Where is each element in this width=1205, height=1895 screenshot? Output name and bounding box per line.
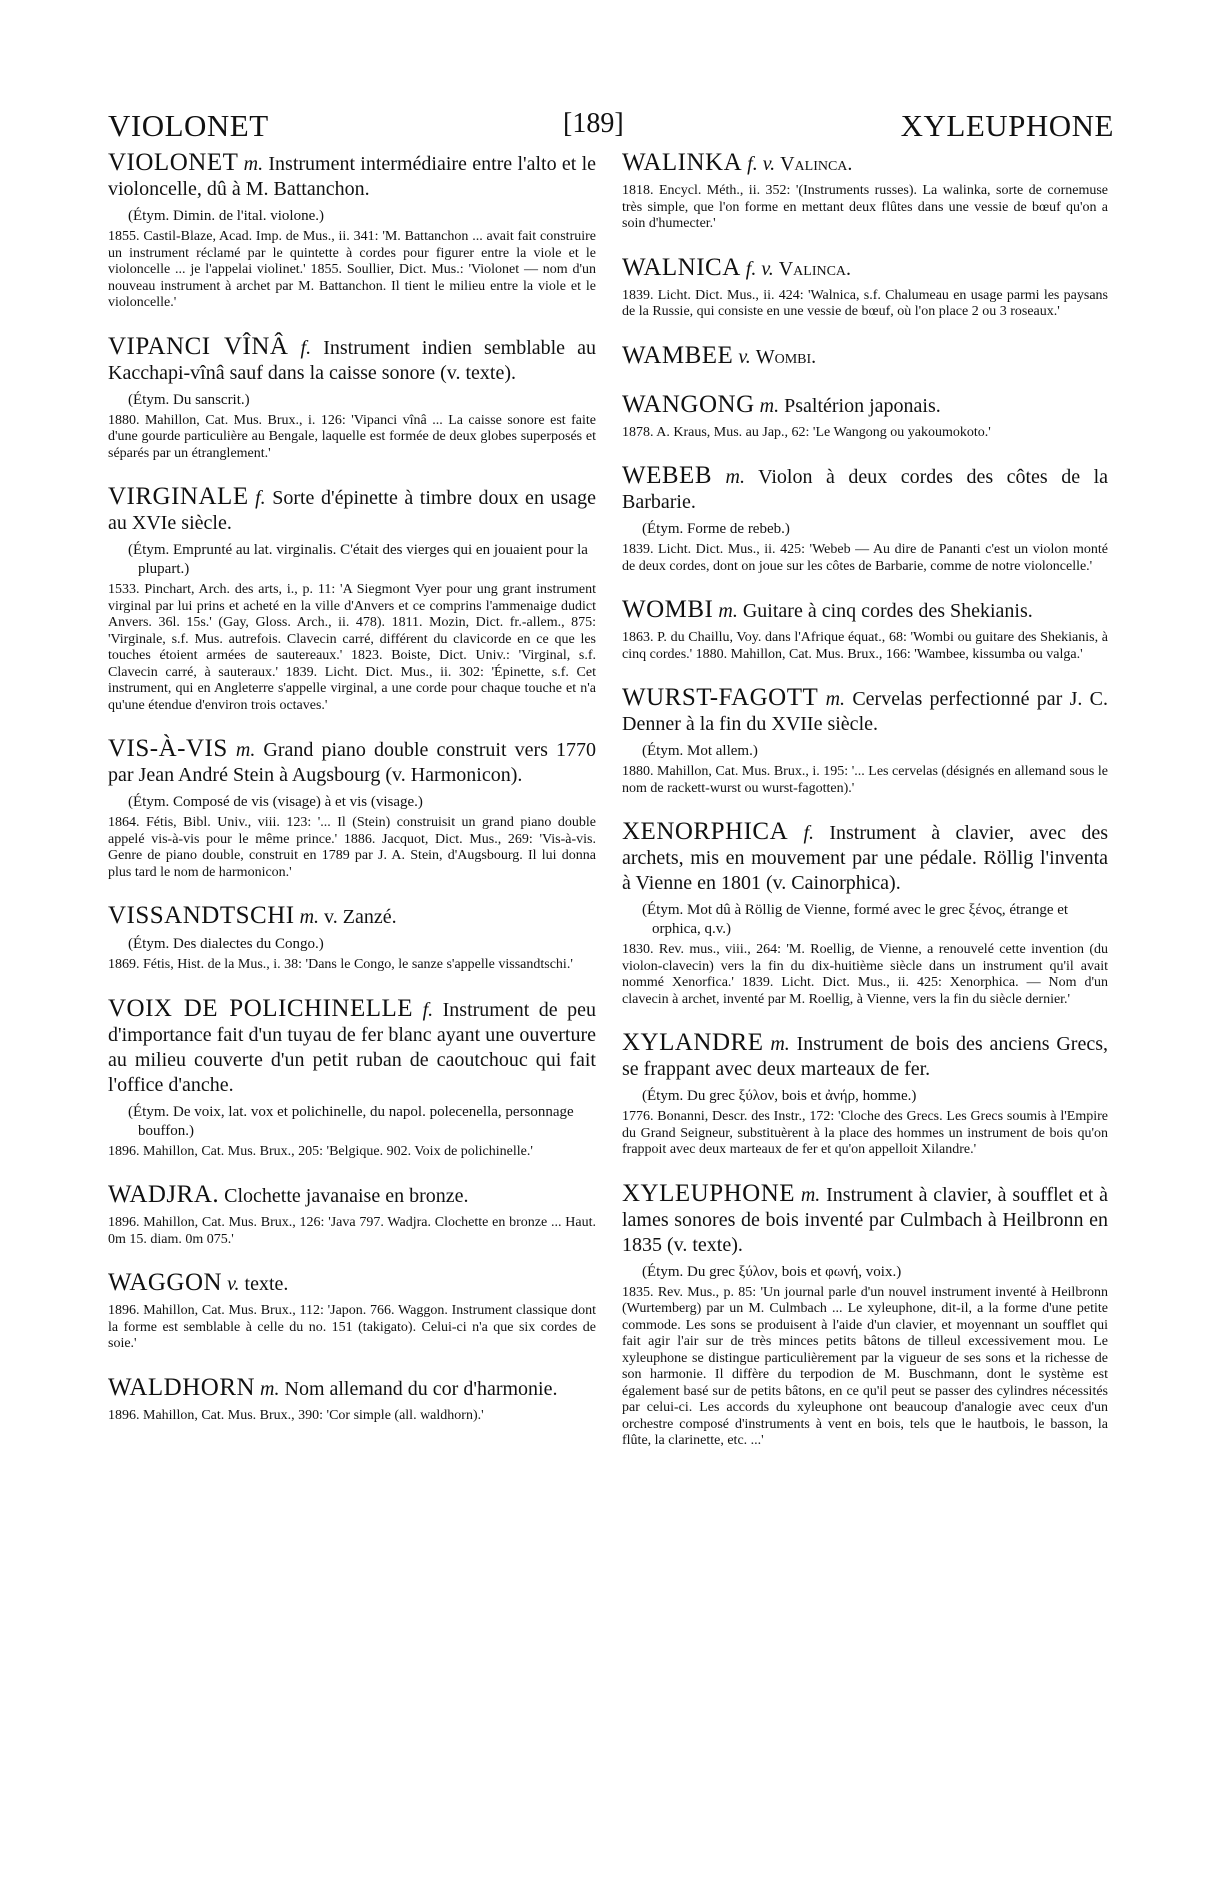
dictionary-entry-virginale xyxy=(108,484,596,714)
entry-etymology: (Étym. Forme de rebeb.) xyxy=(642,521,790,537)
entry-headword: WOMBI xyxy=(622,596,714,623)
entry-grammar: v. xyxy=(738,345,751,368)
entry-heading xyxy=(108,484,596,536)
entry-headword: VIPANCI VÎNÂ xyxy=(108,332,289,360)
entry-heading xyxy=(622,463,1108,515)
dictionary-entry-wadjra xyxy=(108,1182,596,1248)
dictionary-entry-waldhorn xyxy=(108,1375,596,1425)
entry-headword: WEBEB xyxy=(622,462,712,489)
entry-headword: WALINKA xyxy=(622,149,743,176)
dictionary-entry-wombi xyxy=(622,597,1108,663)
entry-citations: 1776. Bonanni, Descr. des Instr., 172: 'Cloche des Grecs. Les Grecs soumis à l'Empire du Grand Seigneur, substituèrent à la place des hommes un instrument de bois qu'on frappoit avec deux marteaux de fer et qu'on appelloit Xilandre.' xyxy=(622,1109,1108,1157)
left-column xyxy=(108,150,596,1424)
entry-heading xyxy=(108,150,596,202)
entry-grammar: m. xyxy=(725,466,745,488)
entry-definition: Instrument intermédiaire entre l'alto et le violoncelle, dû à M. Battanchon. xyxy=(108,153,597,200)
entry-grammar: v. xyxy=(227,1273,240,1295)
entry-etymology: (Étym. Emprunté au lat. virginalis. C'était des vierges qui en jouaient pour la plupart.) xyxy=(128,542,588,577)
dictionary-entry-wangong xyxy=(622,392,1108,442)
entry-grammar: m. xyxy=(299,906,320,928)
entry-headword: VIOLONET xyxy=(108,149,239,176)
entry-citations: 1863. P. du Chaillu, Voy. dans l'Afrique équat., 68: 'Wombi ou guitare des Shekianis, à cinq cordes.' 1880. Mahillon, Cat. Mus. Brux., 166: 'Wambee, kissumba ou valga.' xyxy=(622,630,1108,662)
entry-definition: Psaltérion japonais. xyxy=(784,394,941,417)
entry-etymology: (Étym. Dimin. de l'ital. violone.) xyxy=(128,208,325,224)
entry-citations: 1878. A. Kraus, Mus. au Jap., 62: 'Le Wangong ou yakoumokoto.' xyxy=(622,424,991,440)
entry-heading xyxy=(622,597,1108,624)
dictionary-entry-xyleuphone xyxy=(622,1181,1108,1450)
entry-citations: 1864. Fétis, Bibl. Univ., viii. 123: '... Il (Stein) construisit un grand piano double appelé vis-à-vis pour le même prince.' 1886. Jacquot, Dict. Mus., 269: 'Vis-à-vis. Genre de piano double, construit en 1789 par J. A. Stein, d'Augsbourg. Il lui donna plus tard le nom de harmonicon.' xyxy=(108,815,596,880)
entry-etymology: (Étym. Composé de vis (visage) à et vis (visage.) xyxy=(128,794,423,810)
entry-headword: XENORPHICA xyxy=(622,818,789,845)
entry-etymology: (Étym. Mot allem.) xyxy=(642,743,758,759)
entry-headword: WAGGON xyxy=(108,1269,223,1296)
entry-heading xyxy=(622,1030,1108,1082)
right-column xyxy=(622,150,1108,1450)
entry-cross-reference: Wombi. xyxy=(755,345,817,368)
entry-heading xyxy=(622,150,1108,177)
entry-definition: Instrument à clavier, avec des archets, mis en mouvement par une pédale. Röllig l'inventa à Vienne en 1801 (v. Cainorphica). xyxy=(622,822,1109,894)
entry-etymology: (Étym. Du grec ξύλον, bois et φωνή, voix.) xyxy=(642,1263,902,1280)
dictionary-entry-vis-a-vis xyxy=(108,736,596,881)
dictionary-entry-voix-de-polichinelle xyxy=(108,996,596,1161)
entry-citations: 1818. Encycl. Méth., ii. 352: '(Instruments russes). La walinka, sorte de cornemuse très simple, que l'on forme en mettant deux flûtes dans une vessie de bœuf qu'on a soin d'humecter.' xyxy=(622,183,1108,231)
entry-definition: Instrument indien semblable au Kacchapi-vînâ sauf dans la caisse sonore (v. texte). xyxy=(108,336,597,384)
entry-citations: 1896. Mahillon, Cat. Mus. Brux., 390: 'Cor simple (all. waldhorn).' xyxy=(108,1407,484,1423)
entry-headword: VIRGINALE xyxy=(108,483,249,510)
entry-definition: Nom allemand du cor d'harmonie. xyxy=(284,1377,558,1400)
dictionary-entry-xylandre xyxy=(622,1030,1108,1159)
entry-etymology: (Étym. De voix, lat. vox et polichinelle, du napol. polecenella, personnage bouffon.) xyxy=(128,1103,574,1139)
entry-heading xyxy=(108,1270,596,1297)
entry-heading xyxy=(622,685,1108,737)
running-head xyxy=(108,108,1114,148)
entry-etymology: (Étym. Mot dû à Röllig de Vienne, formé avec le grec ξένος, étrange et orphica, q.v.) xyxy=(642,902,1069,937)
entry-headword: WANGONG xyxy=(622,390,755,418)
entry-grammar: f. v. xyxy=(747,153,776,175)
entry-citations: 1855. Castil-Blaze, Acad. Imp. de Mus., ii. 341: 'M. Battanchon ... avait fait construire un instrument réclamé par le quintette à cordes pour figurer entre la viole et le violoncelle ... je l'appelai violinet.' 1855. Soullier, Dict. Mus.: 'Violonet — nom d'un nouveau instrument à archet par M. Battanchon. Il tient le milieu entre la viole et le violoncelle.' xyxy=(108,229,596,310)
entry-citations: 1839. Licht. Dict. Mus., ii. 425: 'Webeb — Au dire de Pananti c'est un violon monté de deux cordes, dont on joue sur les côtes de Barbarie, comme de notre violoncelle.' xyxy=(622,542,1108,574)
entry-heading xyxy=(622,343,1108,370)
dictionary-entry-walinka xyxy=(622,150,1108,233)
entry-headword: VISSANDTSCHI xyxy=(108,902,295,929)
entry-definition: v. Zanzé. xyxy=(324,906,397,928)
entry-grammar: m. xyxy=(243,153,264,175)
dictionary-entry-vipanci-vina xyxy=(108,334,596,463)
entry-headword: WALNICA xyxy=(622,253,741,281)
entry-citations: 1869. Fétis, Hist. de la Mus., i. 38: 'Dans le Congo, le sanze s'appelle vissandtschi.' xyxy=(108,957,573,972)
entry-grammar: f. xyxy=(422,998,434,1021)
entry-cross-reference: Valinca. xyxy=(780,153,853,175)
entry-grammar: f. xyxy=(803,822,815,844)
entry-grammar: m. xyxy=(235,739,256,761)
entry-definition: Sorte d'épinette à timbre doux en usage au XVIe siècle. xyxy=(108,487,597,534)
entry-citations: 1880. Mahillon, Cat. Mus. Brux., i. 126: 'Vipanci vînâ ... La caisse sonore est faite d'une gourde particulière au Bengale, laquelle est formée de deux globes superposés et séparés par un étranglement.' xyxy=(108,412,596,461)
entry-citations: 1896. Mahillon, Cat. Mus. Brux., 205: 'Belgique. 902. Voix de polichinelle.' xyxy=(108,1143,533,1159)
entry-headword: WURST-FAGOTT xyxy=(622,684,819,711)
entry-grammar: m. xyxy=(825,688,846,710)
entry-grammar: m. xyxy=(718,600,738,622)
entry-heading xyxy=(108,903,596,930)
entry-grammar: m. xyxy=(770,1033,790,1055)
dictionary-entry-wambee xyxy=(622,343,1108,370)
entry-heading xyxy=(108,334,596,386)
page-number: [189] xyxy=(563,108,624,139)
entry-headword: XYLEUPHONE xyxy=(622,1179,796,1207)
entry-definition: texte. xyxy=(244,1273,289,1295)
entry-citations: 1880. Mahillon, Cat. Mus. Brux., i. 195: '... Les cervelas (désignés en allemand sous le nom de rackett-wurst ou wurst-fagotten).' xyxy=(622,764,1108,796)
entry-etymology: (Étym. Du sanscrit.) xyxy=(128,391,250,408)
entry-definition: Instrument de bois des anciens Grecs, se frappant avec deux marteaux de fer. xyxy=(622,1033,1108,1080)
entry-heading xyxy=(622,819,1108,896)
entry-definition: Violon à deux cordes des côtes de la Barbarie. xyxy=(622,466,1109,513)
dictionary-entry-walnica xyxy=(622,255,1108,321)
entry-headword: XYLANDRE xyxy=(622,1029,764,1056)
running-head-last-word: XYLEUPHONE xyxy=(900,108,1114,143)
entry-definition: Cervelas perfectionné par J. C. Denner à la fin du XVIIe siècle. xyxy=(622,688,1108,735)
entry-headword: WALDHORN xyxy=(108,1373,256,1401)
running-head-first-word: VIOLONET xyxy=(108,108,269,143)
entry-heading xyxy=(108,736,596,788)
dictionary-entry-xenorphica xyxy=(622,819,1108,1008)
entry-grammar: f. v. xyxy=(745,257,774,280)
entry-etymology: (Étym. Du grec ξύλον, bois et ἀνήρ, homme.) xyxy=(642,1088,917,1104)
entry-citations: 1896. Mahillon, Cat. Mus. Brux., 126: 'Java 797. Wadjra. Clochette en bronze ... Haut. 0m 15. diam. 0m 075.' xyxy=(108,1215,596,1247)
dictionary-entry-vissandtschi xyxy=(108,903,596,974)
dictionary-entry-violonet xyxy=(108,150,596,312)
entry-citations: 1896. Mahillon, Cat. Mus. Brux., 112: 'Japon. 766. Waggon. Instrument classique dont la forme est semblable à celle du no. 151 (takigato). Celui-ci n'a que six cordes de soie.' xyxy=(108,1303,596,1351)
entry-citations: 1835. Rev. Mus., p. 85: 'Un journal parle d'un nouvel instrument inventé à Heilbronn (Wurtemberg) par un M. Culmbach ... Le xyleuphone, dit-il, a la forme d'une petite commode. Les sons se produisent à l'aide d'un clavier, et moyennant un soufflet qui fait agir l'air sur de très minces petits bâtons de tilleul excessivement mou. Le xyleuphone se distingue particulièrement par la vigueur de ses sons et la richesse de son harmonie. Il diffère du terpodion de M. Buschmann, dont le système est également basé sur de petits bâtons, en ce qu'il peut se passer des cylindres nécessités par celui-ci. Les accords du xyleuphone ont beaucoup d'analogie avec ceux d'un orchestre composé d'instruments à vent en bois, tels que le hautbois, le basson, la flûte, la clarinette, etc. ...' xyxy=(622,1284,1108,1448)
entry-heading xyxy=(622,1181,1108,1258)
entry-grammar: f. xyxy=(300,336,312,359)
entry-definition: Clochette javanaise en bronze. xyxy=(224,1185,469,1207)
entry-citations: 1839. Licht. Dict. Mus., ii. 424: 'Walnica, s.f. Chalumeau en usage parmi les paysans de la Russie, qui consiste en une vessie de bœuf, où l'on place 2 ou 3 roseaux.' xyxy=(622,287,1108,319)
dictionary-entry-webeb xyxy=(622,463,1108,575)
dictionary-entry-wurst-fagott xyxy=(622,685,1108,797)
entry-heading xyxy=(622,255,1108,282)
entry-heading xyxy=(108,1182,596,1209)
entry-headword: WADJRA. xyxy=(108,1181,220,1208)
entry-headword: WAMBEE xyxy=(622,341,734,369)
entry-definition: Grand piano double construit vers 1770 par Jean André Stein à Augsbourg (v. Harmonicon). xyxy=(108,739,597,786)
entry-headword: VOIX DE POLICHINELLE xyxy=(108,994,414,1022)
dictionary-entry-waggon xyxy=(108,1270,596,1353)
entry-heading xyxy=(108,1375,596,1402)
entry-definition: Instrument à clavier, à soufflet et à lames sonores de bois inventé par Culmbach à Heilbronn en 1835 (v. texte). xyxy=(622,1183,1109,1256)
entry-definition: Instrument de peu d'importance fait d'un tuyau de fer blanc ayant une ouverture au milieu couverte d'un petit ruban de caoutchouc qui fait l'office d'anche. xyxy=(108,998,597,1096)
entry-definition: Guitare à cinq cordes des Shekianis. xyxy=(742,600,1033,622)
entry-grammar: m. xyxy=(800,1183,821,1206)
entry-citations: 1533. Pinchart, Arch. des arts, i., p. 11: 'A Siegmont Vyer pour ung grant instrument virginal par lui prins et acheté en la ville d'Anvers et ce comprins l'ammenaige dudict Anvers. 36l. 15s.' (Gay, Gloss. Arch., ii. 478). 1811. Mozin, Dict. fr.-allem., 875: 'Virginale, s.f. Mus. autrefois. Clavecin carré, différent du clavicorde en ce que les touches étoient armées de sautereaux.' 1823. Boiste, Dict. Univ.: 'Virginal, s.f. Clavecin carré, à sauteraux.' 1839. Licht. Dict. Mus., ii. 302: 'Épinette, s.f. Cet instrument, qui en Angleterre s'appelle virginal, a une corde pour chaque touche et n'a qu'une étendue d'environ trois octaves.' xyxy=(108,582,596,713)
entry-etymology: (Étym. Des dialectes du Congo.) xyxy=(128,936,324,952)
entry-grammar: m. xyxy=(759,394,780,417)
entry-grammar: m. xyxy=(260,1377,280,1400)
entry-headword: VIS-À-VIS xyxy=(108,735,228,762)
entry-cross-reference: Valinca. xyxy=(778,257,852,280)
entry-heading xyxy=(108,996,596,1098)
entry-grammar: f. xyxy=(255,487,266,509)
entry-citations: 1830. Rev. mus., viii., 264: 'M. Roellig, de Vienne, a renouvelé cette invention (du violon-clavecin) vers la fin du dix-huitième siècle dans un instrument qu'il avait nommé Xenorfica.' 1839. Licht. Dict. Mus., ii. 425: Xenorphica. — Nom d'un clavecin à archet, inventé par M. Roellig, à Vienne, vers la fin du siècle dernier.' xyxy=(622,942,1108,1007)
entry-heading xyxy=(622,392,1108,419)
